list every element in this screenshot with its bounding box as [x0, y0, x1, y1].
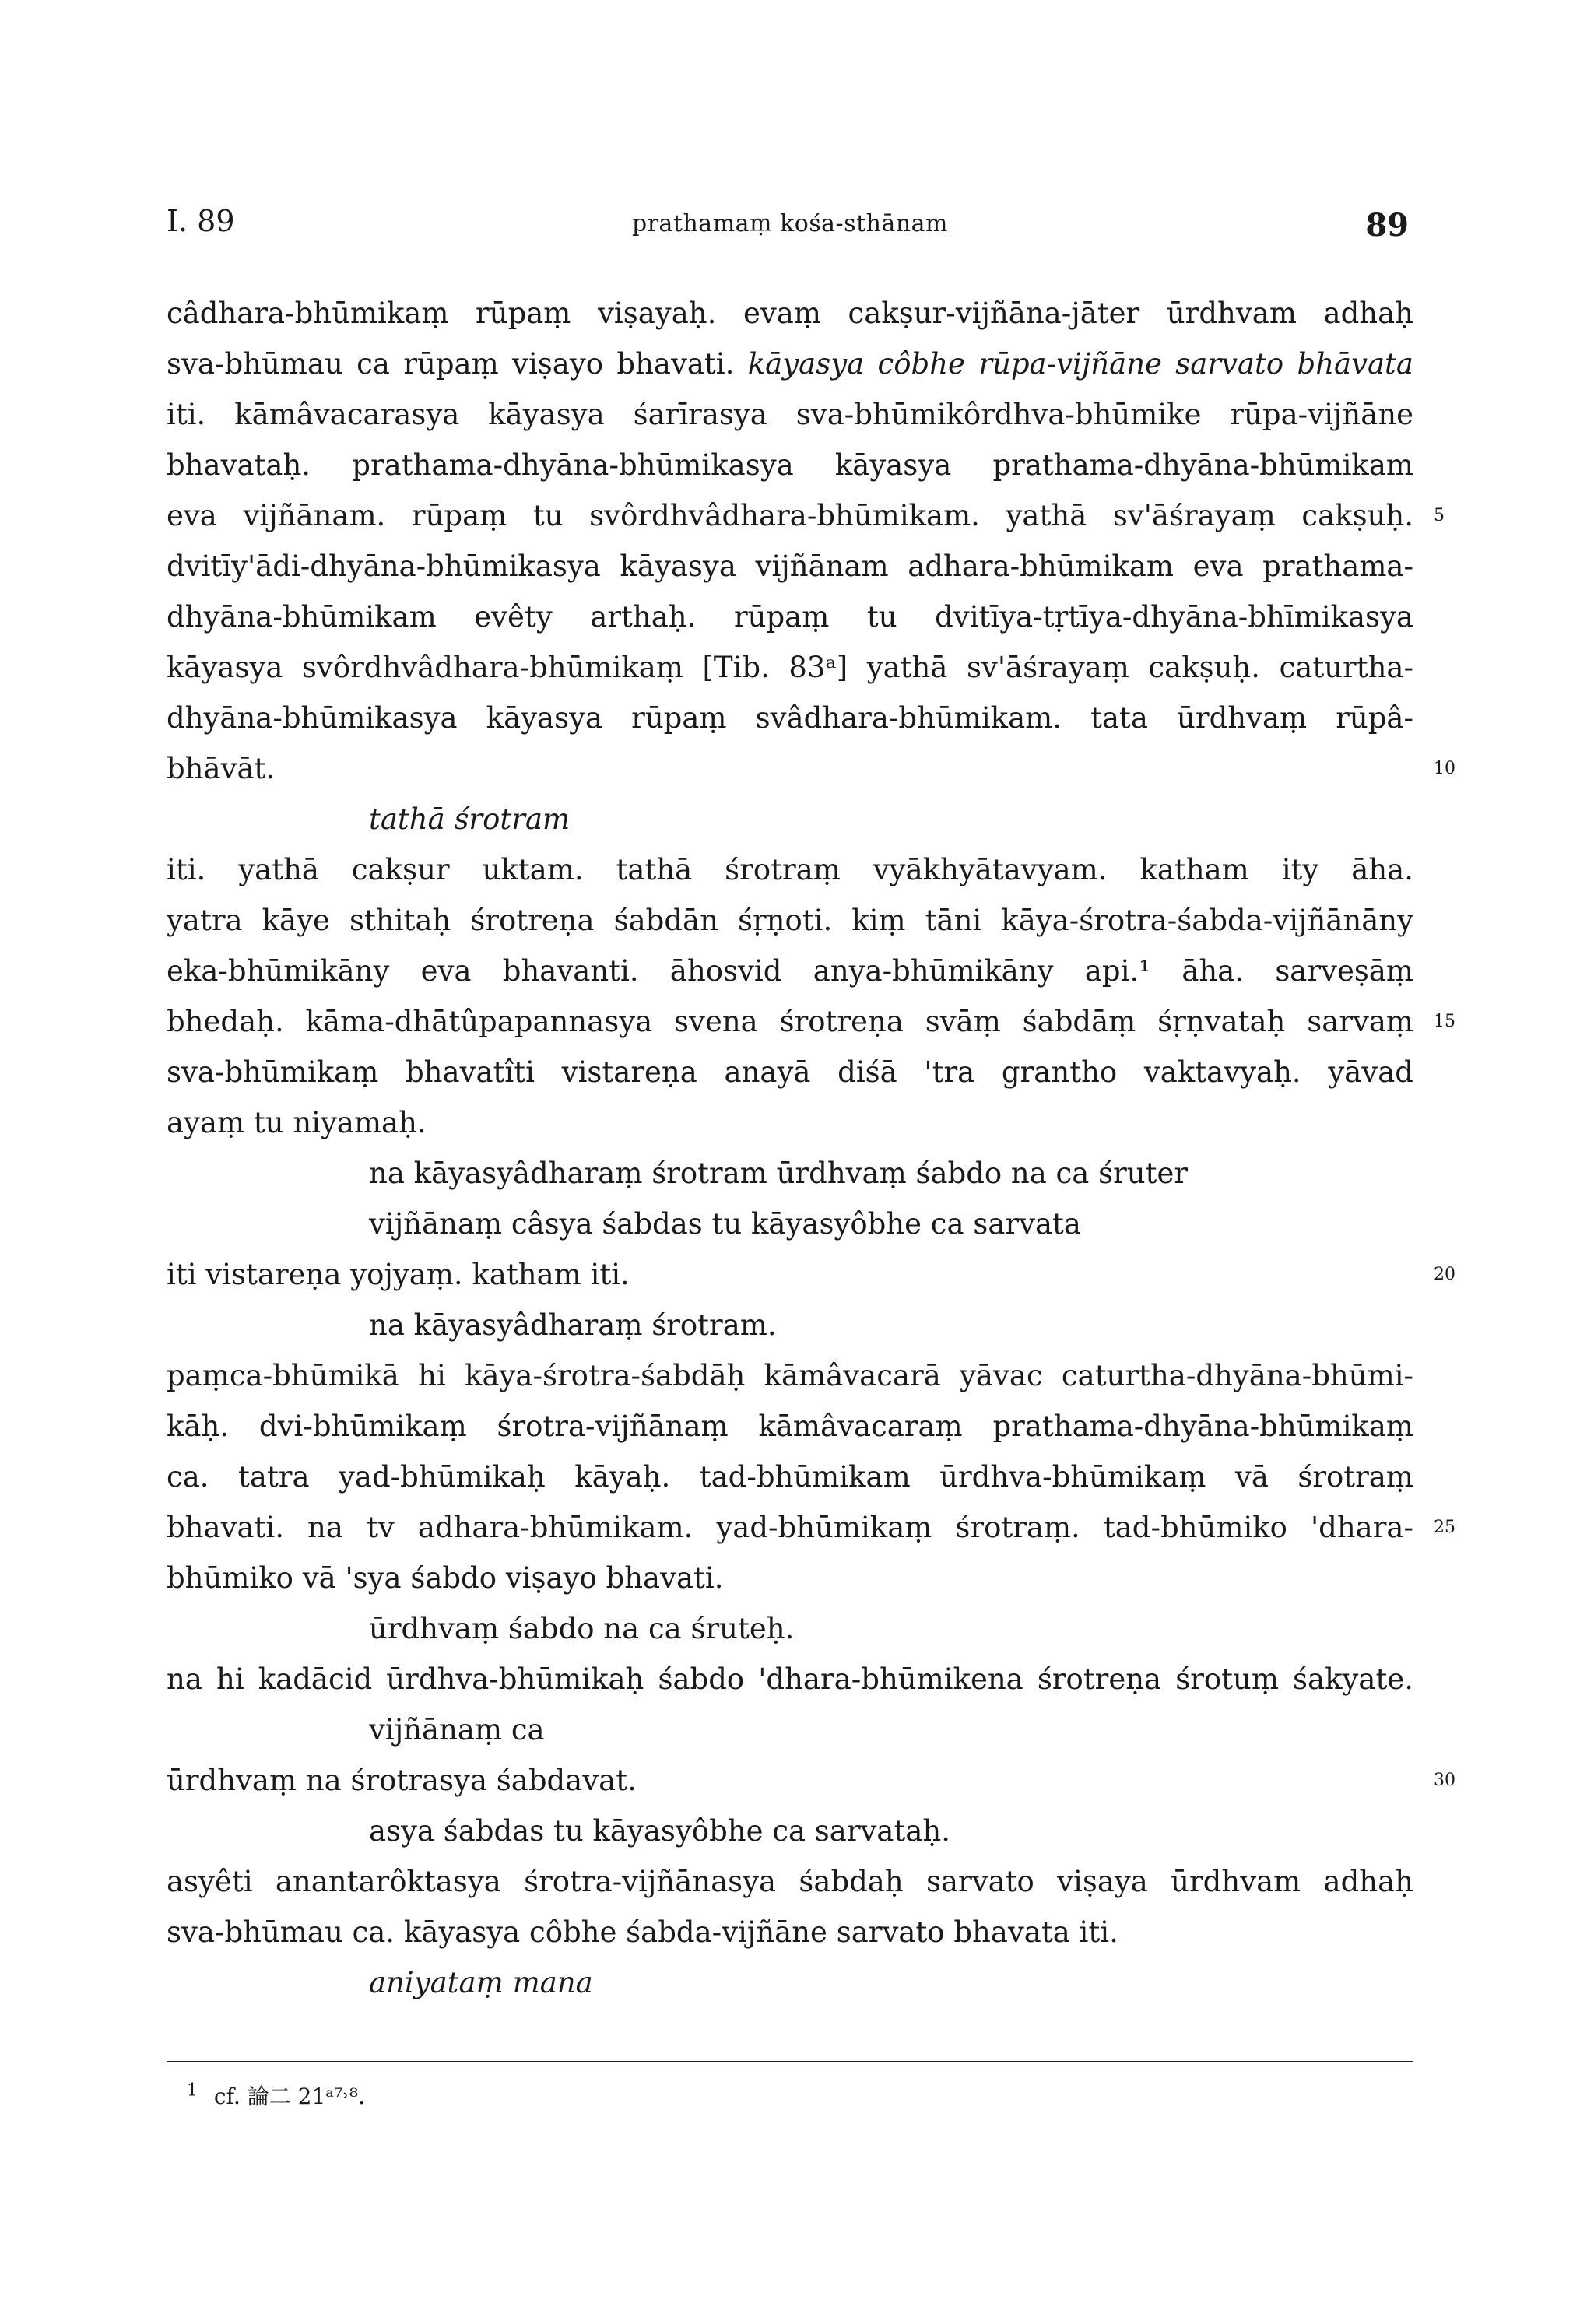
text-line-content: ayaṃ tu niyamaḥ.	[167, 1106, 427, 1139]
text-line	[167, 1401, 1413, 1452]
text-line-content: eva vijñānam. rūpaṃ tu svôrdhvâdhara-bhūmikam. yathā sv'āśrayaṃ cakṣuḥ.	[167, 499, 1413, 532]
text-line-content: paṃca-bhūmikā hi kāya-śrotra-śabdāḥ kāmâvacarā yāvac caturtha-dhyāna-bhūmi-	[167, 1359, 1413, 1392]
text-body	[167, 288, 1455, 2008]
text-line	[167, 946, 1413, 996]
text-line	[167, 1603, 1413, 1654]
text-line	[167, 1047, 1413, 1097]
running-head-title: prathamaṃ kośa-sthānam	[632, 210, 948, 237]
text-line-content: iti vistareṇa yojyaṃ. katham iti.	[167, 1258, 630, 1291]
text-line-content: yatra kāye sthitaḥ śrotreṇa śabdān śṛṇoti. kiṃ tāni kāya-śrotra-śabda-vijñānāny	[167, 904, 1413, 937]
text-line	[167, 794, 1413, 844]
text-line-content: bhavati. na tv adhara-bhūmikam. yad-bhūmikaṃ śrotraṃ. tad-bhūmiko 'dhara-	[167, 1511, 1413, 1544]
text-line	[167, 490, 1445, 541]
line-number: 10	[1434, 759, 1455, 778]
text-line	[167, 1553, 1413, 1603]
text-line-content: eka-bhūmikāny eva bhavanti. āhosvid anya-bhūmikāny api.¹ āha. sarveṣāṃ	[167, 954, 1413, 988]
line-number: 30	[1434, 1771, 1455, 1790]
text-line	[167, 642, 1413, 693]
text-line-content: ūrdhvaṃ śabdo na ca śruteḥ.	[369, 1612, 795, 1645]
text-line	[167, 592, 1413, 642]
text-line-content: bhūmiko vā 'sya śabdo viṣayo bhavati.	[167, 1561, 724, 1595]
text-line	[167, 743, 1455, 794]
text-line-content: câdhara-bhūmikaṃ rūpaṃ viṣayaḥ. evaṃ cakṣur-vijñāna-jāter ūrdhvam adhaḥ	[167, 297, 1413, 330]
text-line	[167, 541, 1413, 592]
text-line	[167, 1806, 1413, 1856]
text-line	[167, 339, 1413, 389]
footnote-text: cf. 論二 21ᵃ⁷˒⁸.	[213, 2084, 366, 2109]
text-line-content: na kāyasyâdharaṃ śrotram ūrdhvaṃ śabdo na ca śruter	[369, 1157, 1189, 1190]
text-line-content: dhyāna-bhūmikasya kāyasya rūpaṃ svâdhara-bhūmikam. tata ūrdhvaṃ rūpâ-	[167, 701, 1413, 735]
text-line-content: tathā śrotram	[369, 802, 571, 836]
text-line-content: sva-bhūmikaṃ bhavatîti vistareṇa anayā diśā 'tra grantho vaktavyaḥ. yāvad	[167, 1055, 1413, 1089]
text-line	[167, 1199, 1413, 1249]
line-number: 5	[1434, 506, 1445, 525]
text-line	[167, 996, 1455, 1047]
text-line-content: ca. tatra yad-bhūmikaḥ kāyaḥ. tad-bhūmikam ūrdhva-bhūmikaṃ vā śrotraṃ	[167, 1460, 1413, 1494]
text-line-content: aniyataṃ mana	[369, 1966, 593, 1999]
text-line-content: iti. yathā cakṣur uktam. tathā śrotraṃ vyākhyātavyam. katham ity āha.	[167, 853, 1413, 886]
text-line-content: kāḥ. dvi-bhūmikaṃ śrotra-vijñānaṃ kāmâvacaraṃ prathama-dhyāna-bhūmikaṃ	[167, 1409, 1413, 1443]
footnote-marker: 1	[187, 2080, 198, 2101]
page-number: 89	[1365, 207, 1409, 244]
text-line	[167, 1300, 1413, 1350]
running-head-section: I. 89	[167, 204, 235, 238]
text-line	[167, 1755, 1455, 1806]
text-line	[167, 1654, 1413, 1704]
text-line-content: bhāvāt.	[167, 752, 276, 785]
text-line	[167, 693, 1413, 743]
text-line	[167, 844, 1413, 895]
text-line-content: vijñānaṃ câsya śabdas tu kāyasyôbhe ca sarvata	[369, 1207, 1081, 1241]
text-line-content: dhyāna-bhūmikam evêty arthaḥ. rūpaṃ tu dvitīya-tṛtīya-dhyāna-bhīmikasya	[167, 600, 1413, 634]
text-line-content: dvitīy'ādi-dhyāna-bhūmikasya kāyasya vijñānam adhara-bhūmikam eva prathama-	[167, 549, 1413, 583]
text-line	[167, 1452, 1413, 1502]
text-line	[167, 895, 1413, 946]
line-number: 15	[1434, 1012, 1455, 1031]
text-line-content: na hi kadācid ūrdhva-bhūmikaḥ śabdo 'dhara-bhūmikena śrotreṇa śrotuṃ śakyate.	[167, 1662, 1413, 1696]
text-line-content: ūrdhvaṃ na śrotrasya śabdavat.	[167, 1764, 637, 1797]
text-line	[167, 1097, 1413, 1148]
text-line-content: iti. kāmâvacarasya kāyasya śarīrasya sva-bhūmikôrdhva-bhūmike rūpa-vijñāne	[167, 398, 1413, 431]
text-line	[167, 1148, 1413, 1199]
text-line-content: asyêti anantarôktasya śrotra-vijñānasya śabdaḥ sarvato viṣaya ūrdhvam adhaḥ	[167, 1865, 1413, 1898]
text-line	[167, 1907, 1413, 1957]
line-number: 20	[1434, 1265, 1455, 1284]
text-line-content: sva-bhūmau ca. kāyasya côbhe śabda-vijñāne sarvato bhavata iti.	[167, 1915, 1118, 1949]
text-line-content: asya śabdas tu kāyasyôbhe ca sarvataḥ.	[369, 1814, 950, 1848]
text-line-content: na kāyasyâdharaṃ śrotram.	[369, 1308, 777, 1342]
line-number: 25	[1434, 1518, 1455, 1537]
text-line-content: bhavataḥ. prathama-dhyāna-bhūmikasya kāyasya prathama-dhyāna-bhūmikam	[167, 448, 1413, 482]
text-line	[167, 1249, 1455, 1300]
text-line	[167, 288, 1413, 339]
text-line	[167, 440, 1413, 490]
text-line-content: vijñānaṃ ca	[369, 1713, 545, 1747]
footnote	[187, 2080, 365, 2111]
text-line	[167, 1502, 1455, 1553]
text-line-part: sva-bhūmau ca rūpaṃ viṣayo bhavati.	[167, 347, 748, 381]
text-line-part: kāyasya côbhe rūpa-vijñāne sarvato bhāvata	[747, 347, 1413, 381]
text-line-content: bhedaḥ. kāma-dhātûpapannasya svena śrotreṇa svāṃ śabdāṃ śṛṇvataḥ sarvaṃ	[167, 1005, 1413, 1038]
text-line	[167, 389, 1413, 440]
text-line-content: kāyasya svôrdhvâdhara-bhūmikaṃ [Tib. 83ᵃ] yathā sv'āśrayaṃ cakṣuḥ. caturtha-	[167, 651, 1413, 684]
text-line	[167, 1704, 1413, 1755]
text-line	[167, 1856, 1413, 1907]
text-line	[167, 1350, 1413, 1401]
footnote-rule	[167, 2061, 1413, 2062]
text-line	[167, 1957, 1413, 2008]
